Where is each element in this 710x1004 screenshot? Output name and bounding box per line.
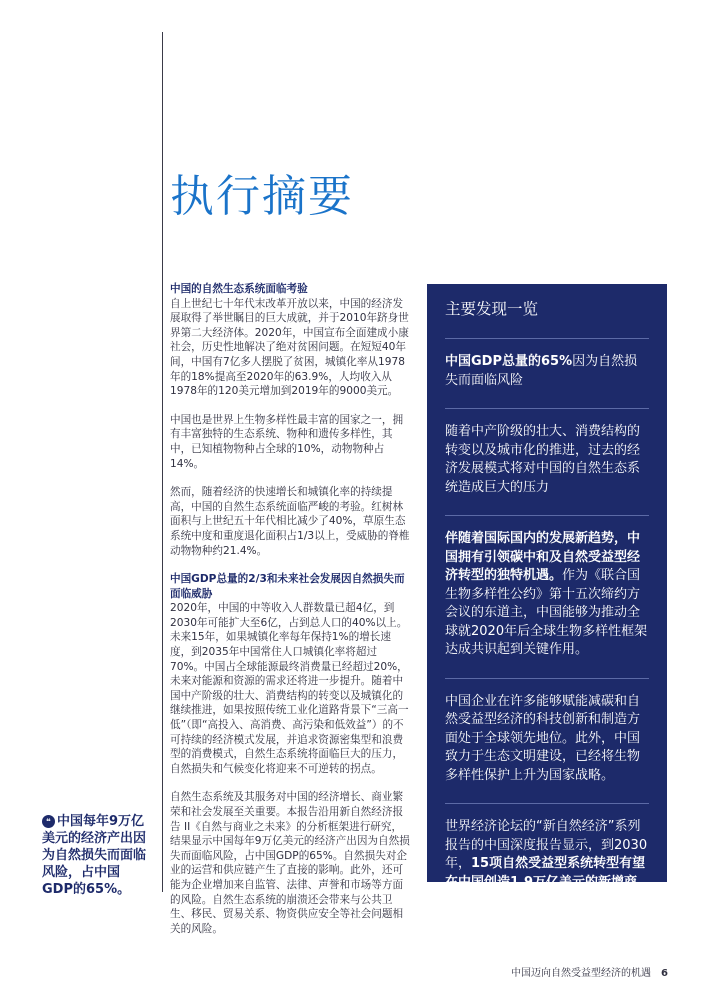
page-number: 6 — [661, 968, 668, 979]
finding-item — [445, 678, 649, 786]
page-footer — [511, 964, 668, 979]
finding-strong: 伴随着国际国内的发展新趋势，中国拥有引领碳中和及自然受益型经济转型的独特机遇。 — [445, 531, 641, 583]
finding-text: 随着中产阶级的壮大、消费结构的转变以及城市化的推进，过去的经济发展模式将对中国的自然生态系统造成巨大的压力 — [445, 424, 641, 495]
page-title: 执行摘要 — [170, 171, 354, 222]
pull-quote-text: 中国每年9万亿美元的经济产出因为自然损失而面临风险，占中国GDP的65%。 — [42, 814, 147, 897]
section-ecosystem-challenge — [170, 282, 410, 558]
finding-text: 世界经济论坛的“新自然经济”系列报告的中国深度报告显示，到2030年， — [445, 819, 648, 871]
finding-strong: 中国GDP总量的65% — [445, 354, 573, 369]
finding-item — [445, 338, 649, 390]
finding-strong: 15项自然受益型系统转型有望在中国创造1.9万亿美元的新增商业价值和8800万个就业机会。 — [445, 856, 646, 908]
body-paragraph: 自上世纪七十年代末改革开放以来，中国的经济发展取得了举世瞩目的巨大成就，并于2010年跻身世界第二大经济体。2020年，中国宣布全面建成小康社会，历史性地解决了绝对贫困问题。在短短40年间，中国有7亿多人摆脱了贫困，城镇化率从1978年的18%提高至2020年的63.9%，人均收入从1978年的120美元增加到2019年的9000美元。 — [170, 297, 409, 398]
key-findings-title: 主要发现一览 — [445, 300, 539, 318]
pull-quote-badge-icon: ❝ — [42, 815, 55, 828]
finding-item — [445, 803, 649, 911]
finding-text: 因为自然损失而面临风险 — [445, 354, 638, 388]
finding-text: 中国企业在许多能够赋能减碳和自然受益型经济的科技创新和制造方面处于全球领先地位。此外，中国致力于生态文明建设，已经将生物多样性保护上升为国家战略。 — [445, 693, 641, 783]
body-paragraph: 自然生态系统及其服务对中国的经济增长、商业繁荣和社会发展至关重要。本报告沿用新自然经济报告 II《自然与商业之未来》的分析框架进行研究，结果显示中国每年9万亿美元的经济产出因为自然损失而面临风险，占中国GDP的65%。自然损失对企业的运营和供应链产生了直接的影响。此外，还可能为企业增加来自监管、法律、声誉和市场等方面的风险。自然生态系统的崩溃还会带来与公共卫生、移民、贸易关系、物资供应安全等社会问题相关的风险。 — [170, 791, 410, 935]
footer-report-title: 中国迈向自然受益型经济的机遇 — [511, 968, 652, 979]
finding-text: 作为《联合国生物多样性公约》第十五次缔约方会议的东道主，中国能够为推动全球就2020年后全球生物多样性框架达成共识起到关键作用。 — [445, 568, 648, 657]
section-heading: 中国GDP总量的2/3和未来社会发展因自然损失而面临威胁 — [170, 573, 405, 600]
section-heading: 中国的自然生态系统面临考验 — [170, 283, 308, 295]
pull-quote — [42, 813, 148, 898]
main-body-column — [170, 282, 410, 950]
body-paragraph: 然而，随着经济的快速增长和城镇化率的持续提高，中国的自然生态系统面临严峻的考验。红树林面积与上世纪五十年代相比减少了40%，草原生态系统中度和重度退化面积占1/3以上，受威胁的脊椎动物物种约21.4%。 — [170, 486, 410, 557]
vertical-divider-line — [162, 32, 163, 892]
section-gdp-threat — [170, 572, 410, 936]
body-paragraph: 2020年，中国的中等收入人群数量已超4亿，到2030年可能扩大至6亿，占到总人口的40%以上。未来15年，如果城镇化率每年保持1%的增长速度，到2035年中国常住人口城镇化率将超过70%。中国占全球能源最终消费量已经超过20%，未来对能源和资源的需求还将进一步提升。随着中国中产阶级的壮大、消费结构的转变以及城镇化的继续推进，如果按照传统工业化道路背景下“三高一低”（即“高投入、高消费、高污染和低效益”）的不可持续的经济模式发展，并追求资源密集型和浪费型的消费模式，自然生态系统将面临巨大的压力，自然损失和气候变化将迎来不可逆转的拐点。 — [170, 602, 409, 775]
finding-item — [445, 408, 649, 497]
body-paragraph: 中国也是世界上生物多样性最丰富的国家之一，拥有丰富独特的生态系统、物种和遗传多样性，其中，已知植物物种占全球的10%，动物物种占14%。 — [170, 413, 404, 470]
finding-item — [445, 515, 649, 660]
key-findings-panel — [427, 284, 667, 908]
